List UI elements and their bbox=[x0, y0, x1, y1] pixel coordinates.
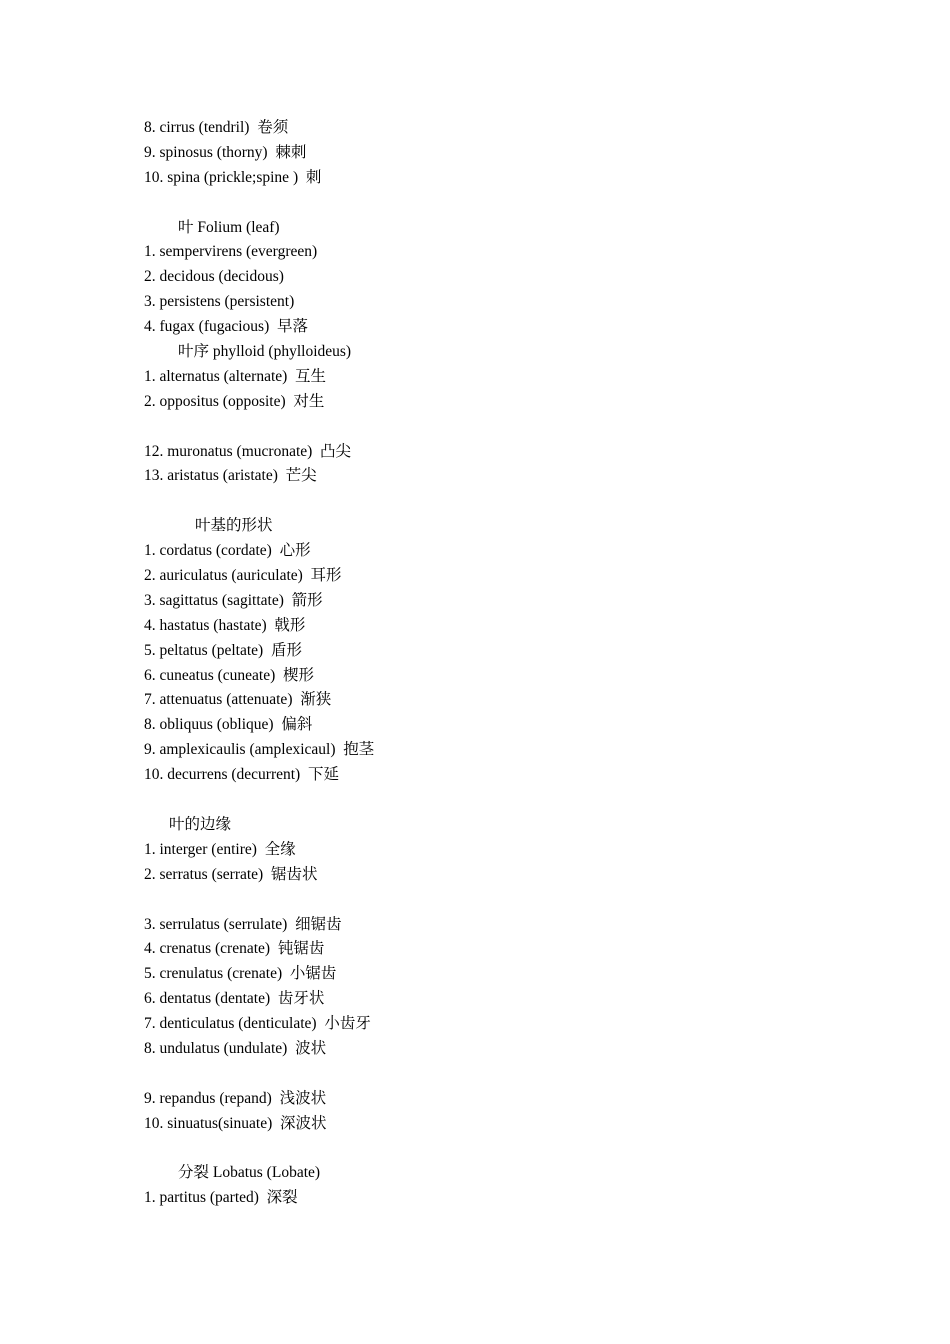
list-item: 2. oppositus (opposite) 对生 bbox=[144, 392, 325, 410]
blank-line bbox=[144, 191, 844, 216]
list-item: 5. peltatus (peltate) 盾形 bbox=[144, 641, 302, 659]
list-item: 8. undulatus (undulate) 波状 bbox=[144, 1039, 327, 1057]
blank-line bbox=[144, 489, 844, 514]
list-item: 3. serrulatus (serrulate) 细锯齿 bbox=[144, 915, 342, 933]
blank-line bbox=[144, 415, 844, 440]
list-item: 10. sinuatus(sinuate) 深波状 bbox=[144, 1114, 327, 1132]
list-item: 1. partitus (parted) 深裂 bbox=[144, 1189, 298, 1207]
blank-line bbox=[144, 888, 844, 913]
list-item: 4. hastatus (hastate) 戟形 bbox=[144, 616, 306, 634]
list-item: 3. sagittatus (sagittate) 箭形 bbox=[144, 591, 323, 609]
list-item: 3. persistens (persistent) bbox=[144, 293, 295, 311]
list-item: 6. cuneatus (cuneate) 楔形 bbox=[144, 666, 315, 684]
list-item: 10. decurrens (decurrent) 下延 bbox=[144, 766, 339, 784]
list-item: 9. amplexicaulis (amplexicaul) 抱茎 bbox=[144, 741, 375, 759]
section-heading-leaf: 叶 Folium (leaf) bbox=[178, 218, 280, 236]
blank-line bbox=[144, 1137, 844, 1162]
glossary-list bbox=[144, 116, 844, 1211]
list-item: 6. dentatus (dentate) 齿牙状 bbox=[144, 990, 325, 1008]
list-item: 2. auriculatus (auriculate) 耳形 bbox=[144, 567, 342, 585]
section-heading-leaf-margin: 叶的边缘 bbox=[169, 815, 232, 833]
blank-line bbox=[144, 788, 844, 813]
list-item: 7. attenuatus (attenuate) 渐狭 bbox=[144, 691, 332, 709]
list-item: 13. aristatus (aristate) 芒尖 bbox=[144, 467, 317, 485]
list-item: 1. sempervirens (evergreen) bbox=[144, 243, 318, 261]
list-item: 1. interger (entire) 全缘 bbox=[144, 840, 296, 858]
list-item: 12. muronatus (mucronate) 凸尖 bbox=[144, 442, 352, 460]
section-heading-phyllotaxy: 叶序 phylloid (phylloideus) bbox=[178, 343, 352, 361]
list-item: 2. decidous (decidous) bbox=[144, 268, 284, 286]
list-item: 5. crenulatus (crenate) 小锯齿 bbox=[144, 965, 337, 983]
list-item: 8. obliquus (oblique) 偏斜 bbox=[144, 716, 313, 734]
list-item: 4. fugax (fugacious) 早落 bbox=[144, 318, 308, 336]
list-item: 9. spinosus (thorny) 棘刺 bbox=[144, 143, 307, 161]
list-item: 9. repandus (repand) 浅波状 bbox=[144, 1089, 327, 1107]
list-item: 1. cordatus (cordate) 心形 bbox=[144, 542, 311, 560]
list-item: 4. crenatus (crenate) 钝锯齿 bbox=[144, 940, 325, 958]
list-item: 7. denticulatus (denticulate) 小齿牙 bbox=[144, 1015, 371, 1033]
blank-line bbox=[144, 1062, 844, 1087]
list-item: 8. cirrus (tendril) 卷须 bbox=[144, 119, 289, 136]
section-heading-leaf-base: 叶基的形状 bbox=[195, 517, 273, 535]
list-item: 2. serratus (serrate) 锯齿状 bbox=[144, 865, 318, 883]
list-item: 10. spina (prickle;spine ) 刺 bbox=[144, 168, 322, 186]
list-item: 1. alternatus (alternate) 互生 bbox=[144, 367, 327, 385]
section-heading-lobate: 分裂 Lobatus (Lobate) bbox=[178, 1164, 321, 1182]
